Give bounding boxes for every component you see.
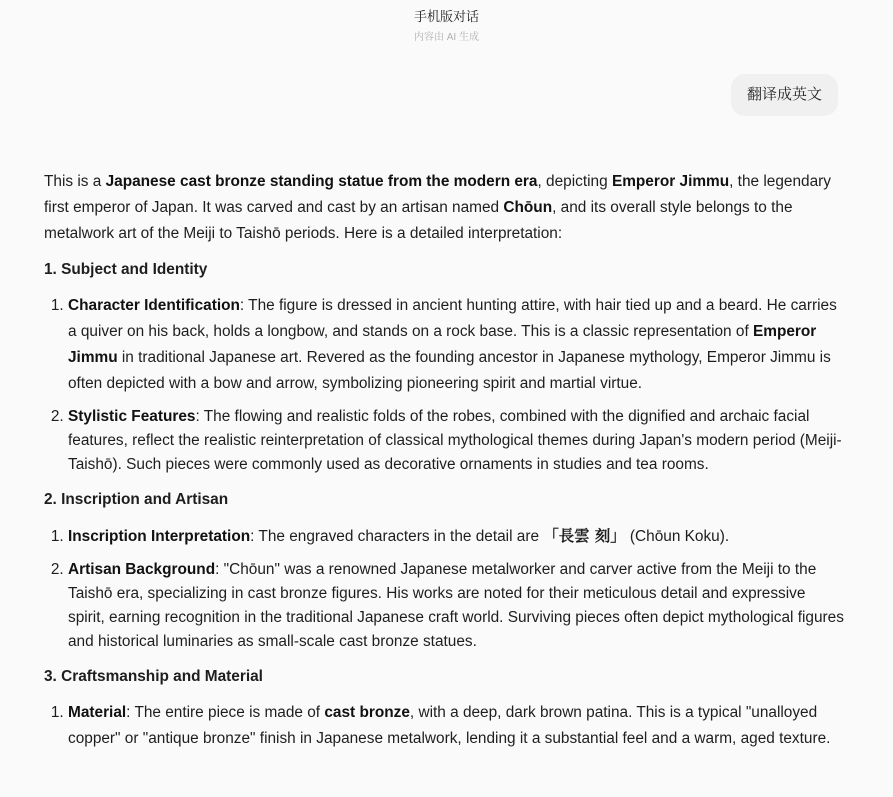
item-text: : "Chōun" was a renowned Japanese metalworker and carver active from the Meiji to the Taishō era, specializing in cast bronze figures. His works are noted for their meticulous detail and expressive spirit, earning recognition in the traditional Japanese craft world. Surviving pieces often depict mythological figures and historical luminaries as small-scale cast bronze statues. [68,561,844,650]
item-bold-text: Emperor Jimmu [68,323,817,366]
list-item [68,293,844,397]
chat-title: 手机版对话 [413,9,479,24]
item-text: : The figure is dressed in ancient hunting attire, with hair tied up and a beard. He carries a quiver on his back, holds a longbow, and stands on a rock base. This is a classic representation of [68,297,837,340]
list-item [68,405,844,477]
list-item [68,558,844,654]
intro-text: , and its overall style belongs to the metalwork art of the Meiji to Taishō periods. Here is a detailed interpretation: [44,199,793,242]
item-bold-text: cast bronze [324,704,410,721]
item-term: Stylistic Features [68,408,196,425]
section-heading-subject: 1. Subject and Identity [44,261,208,278]
intro-bold-statue: Japanese cast bronze standing statue from the modern era [105,173,538,190]
section-list-inscription [44,523,844,654]
item-text: : The flowing and realistic folds of the robes, combined with the dignified and archaic facial features, reflect the realistic reinterpretation of classical mythological themes during Japan's modern period (Meiji-Taishō). Such pieces were commonly used as decorative ornaments in studies and tea rooms. [68,408,842,473]
list-item [68,700,844,752]
section-list-craftsmanship [44,700,844,752]
intro-bold-artisan: Chōun [503,199,553,216]
item-text: (Chōun Koku). [625,528,730,545]
item-term: Character Identification [68,297,240,314]
item-text: : The engraved characters in the detail are [250,528,544,545]
section-heading-inscription: 2. Inscription and Artisan [44,491,229,508]
intro-text: This is a [44,173,106,190]
item-term: Inscription Interpretation [68,528,251,545]
inscription-characters: 「長雲 刻」 [543,527,626,545]
intro-bold-emperor: Emperor Jimmu [611,173,730,190]
answer-intro [44,169,844,247]
item-term: Material [68,704,127,721]
intro-text: , the legendary first emperor of Japan. It was carved and cast by an artisan named [44,173,831,216]
section-heading-craftsmanship: 3. Craftsmanship and Material [44,668,263,685]
user-message-bubble[interactable]: 翻译成英文 [731,74,838,116]
item-text: , with a deep, dark brown patina. This is a typical "unalloyed copper" or "antique bronze" finish in Japanese metalwork, lending it a substantial feel and a warm, aged texture. [68,704,831,747]
chat-header [0,8,893,45]
ai-generated-notice: 内容由 AI 生成 [413,32,479,43]
list-item [68,523,844,550]
assistant-answer [44,169,844,762]
item-text: in traditional Japanese art. Revered as the founding ancestor in Japanese mythology, Emperor Jimmu is often depicted with a bow and arrow, symbolizing pioneering spirit and martial virtue. [68,349,831,392]
intro-text: , depicting [537,173,612,190]
item-text: : The entire piece is made of [126,704,325,721]
item-term: Artisan Background [68,561,216,578]
section-list-subject [44,293,844,477]
